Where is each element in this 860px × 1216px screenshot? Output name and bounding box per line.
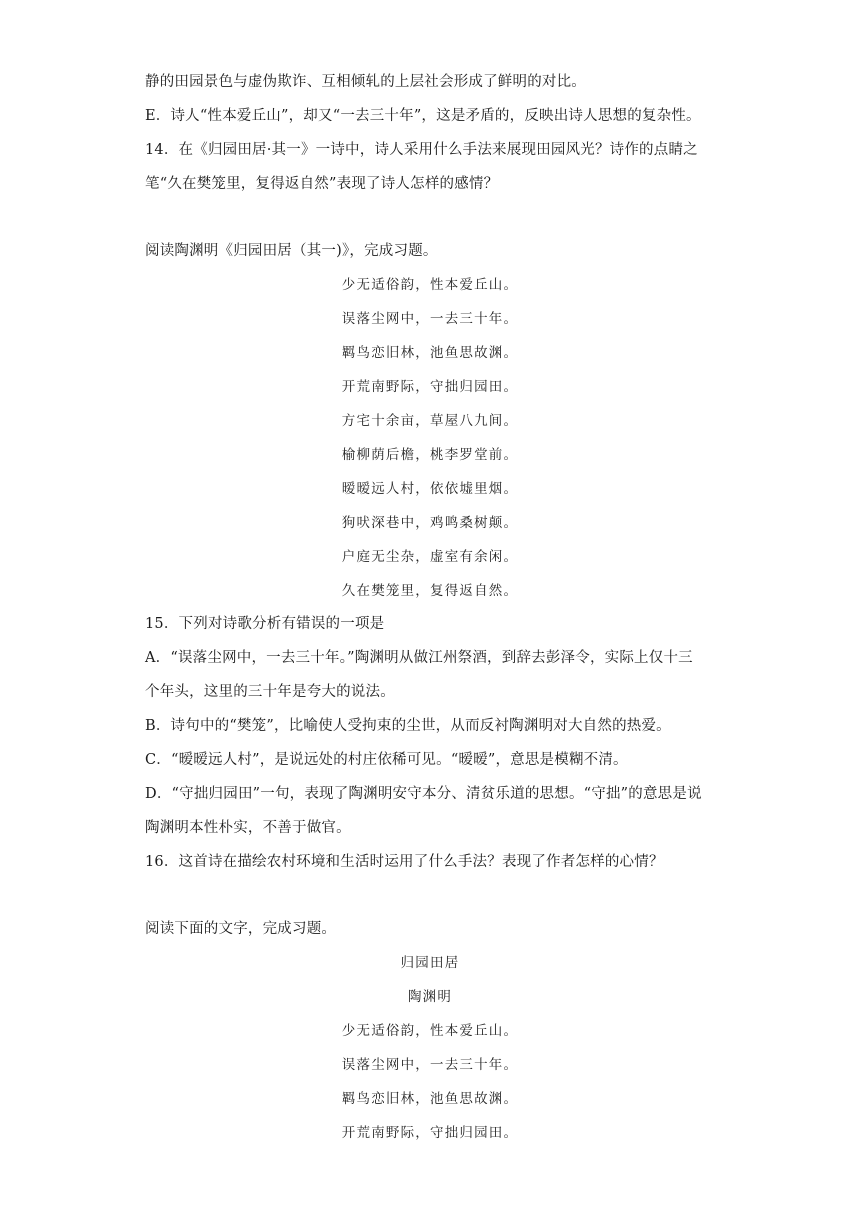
poem-line: 狗吠深巷中，鸡鸣桑树颠。 (341, 515, 519, 531)
option-a-line-2: 个年头，这里的三十年是夸大的说法。 (145, 684, 395, 700)
option-d-line-1: D．“守拙归园田”一句，表现了陶渊明安守本分、清贫乐道的思想。“守拙”的意思是说 (145, 786, 702, 802)
question-14-line-2: 笔“久在樊笼里，复得返自然”表现了诗人怎样的感情？ (145, 176, 499, 192)
reading-instruction: 阅读下面的文字，完成习题。 (145, 921, 337, 937)
option-b: B．诗句中的“樊笼”，比喻使人受拘束的尘世，从而反衬陶渊明对大自然的热爱。 (145, 718, 671, 734)
poem-line: 开荒南野际，守拙归园田。 (341, 1125, 519, 1141)
option-d-line-2: 陶渊明本性朴实，不善于做官。 (145, 820, 351, 836)
option-a-line-1: A．“误落尘网中，一去三十年。”陶渊明从做江州祭酒，到辞去彭泽令，实际上仅十三 (145, 650, 693, 666)
reading-instruction: 阅读陶渊明《归园田居（其一)》，完成习题。 (145, 243, 438, 259)
poem-line: 榆柳荫后檐，桃李罗堂前。 (341, 447, 519, 463)
poem-line: 误落尘网中，一去三十年。 (341, 311, 519, 327)
option-c: C．“暧暧远人村”，是说远处的村庄依稀可见。“暧暧”，意思是模糊不清。 (145, 752, 628, 768)
poem-line: 久在樊笼里，复得返自然。 (341, 583, 519, 599)
poem-line: 误落尘网中，一去三十年。 (341, 1057, 519, 1073)
poem-line: 羁鸟恋旧林，池鱼思故渊。 (341, 1091, 519, 1107)
poem-line: 暧暧远人村，依依墟里烟。 (341, 481, 519, 497)
poem-line: 少无适俗韵，性本爱丘山。 (341, 1023, 519, 1039)
poem-line: 开荒南野际，守拙归园田。 (341, 379, 519, 395)
poem-line: 方宅十余亩，草屋八九间。 (341, 413, 519, 429)
question-16: 16．这首诗在描绘农村环境和生活时运用了什么手法？表现了作者怎样的心情？ (145, 854, 664, 870)
poem-line: 户庭无尘杂，虚室有余闲。 (341, 549, 519, 565)
poem-author: 陶渊明 (407, 989, 453, 1005)
poem-line: 少无适俗韵，性本爱丘山。 (341, 277, 519, 293)
question-15-stem: 15．下列对诗歌分析有错误的一项是 (145, 616, 385, 632)
poem-title: 归园田居 (400, 955, 460, 971)
option-e: E．诗人“性本爱丘山”，却又“一去三十年”，这是矛盾的，反映出诗人思想的复杂性。 (145, 108, 701, 124)
question-14-line-1: 14．在《归园田居·其一》一诗中，诗人采用什么手法来展现田园风光？诗作的点睛之 (145, 142, 698, 158)
poem-line: 羁鸟恋旧林，池鱼思故渊。 (341, 345, 519, 361)
previous-option-continuation: 静的田园景色与虚伪欺诈、互相倾轧的上层社会形成了鲜明的对比。 (145, 74, 586, 90)
